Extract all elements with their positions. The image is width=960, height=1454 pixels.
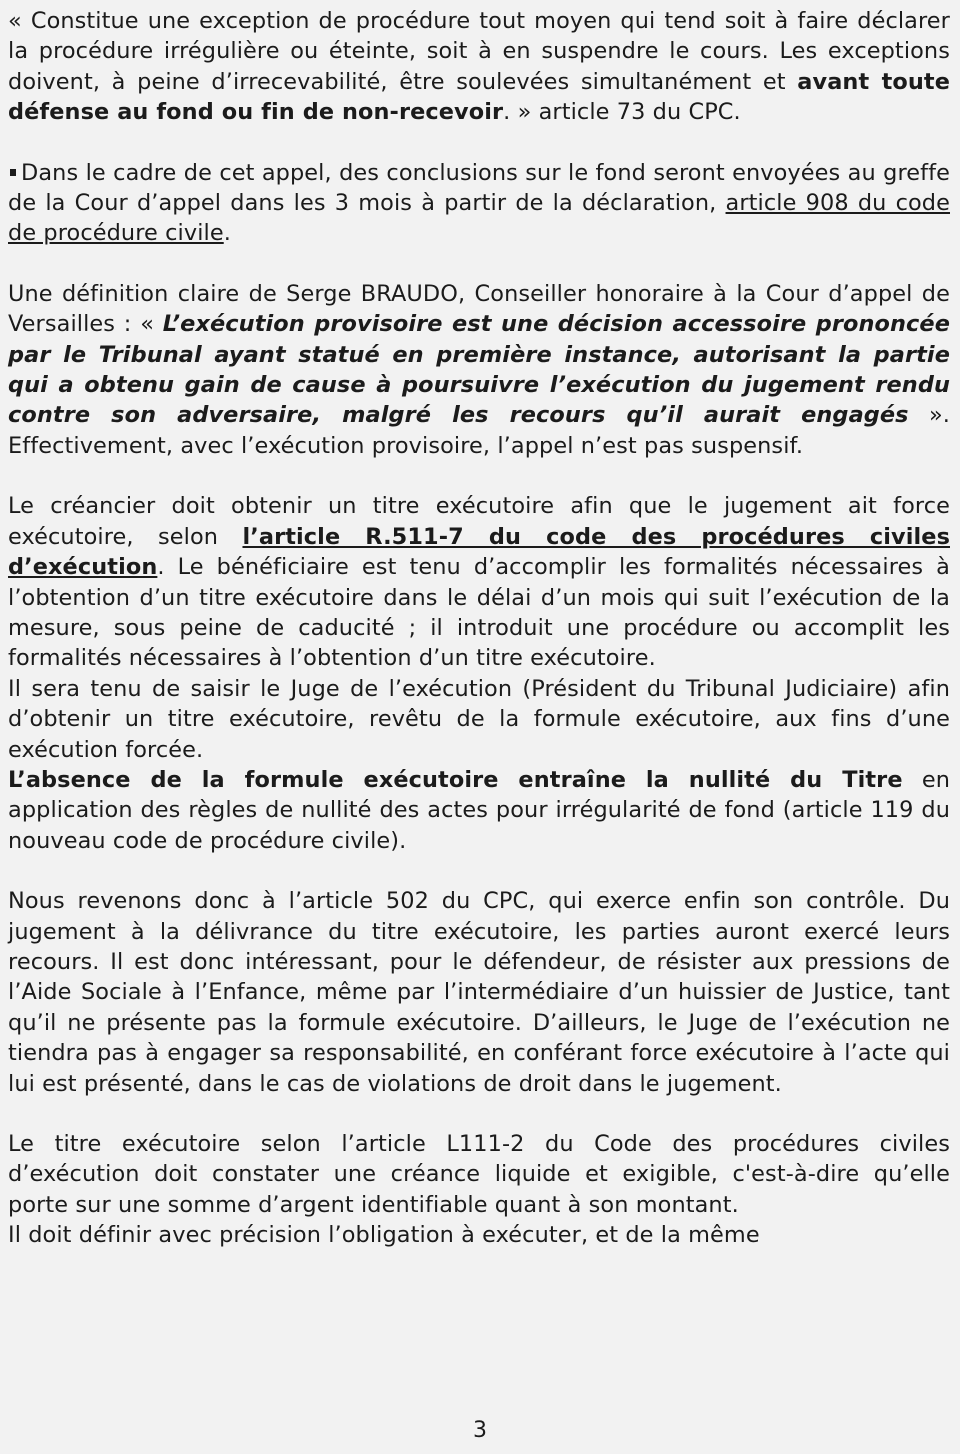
paragraph-braudo-definition bbox=[8, 279, 950, 461]
spacer bbox=[8, 856, 950, 886]
article-r511-7-link[interactable]: l’article R.511-7 du code des procédures civiles d’exécution bbox=[8, 523, 950, 581]
page-number: 3 bbox=[473, 1418, 487, 1443]
text: ». Effectivement, avec l’exécution provisoire, l’appel n’est pas suspensif. bbox=[8, 402, 950, 459]
spacer bbox=[8, 128, 950, 158]
paragraph-article-502: Nous revenons donc à l’article 502 du CPC, qui exerce enfin son contrôle. Du jugement à la délivrance du titre exécutoire, les parties auront exercé leurs recours. Il est donc intéressant, pour le défendeur, de résister aux pressions de l’Aide Sociale à l’Enfance, même par l’intermédiaire d’un huissier de Justice, tant qu’il ne présente pas la formule exécutoire. D’ailleurs, le Juge de l’exécution ne tiendra pas à engager sa responsabilité, en conférant force exécutoire à l’acte qui lui est présenté, dans le cas de violations de droit dans le jugement. bbox=[8, 888, 950, 1097]
paragraph-nullite bbox=[8, 765, 950, 856]
spacer bbox=[8, 249, 950, 279]
paragraph-juge-execution: Il sera tenu de saisir le Juge de l’exécution (Président du Tribunal Judiciaire) afin d’obtenir un titre exécutoire, revêtu de la formule exécutoire, aux fins d’une exécution forcée. bbox=[8, 675, 950, 763]
quoted-definition: L’exécution provisoire est une décision accessoire prononcée par le Tribunal ayant statué en première instance, autorisant la partie qui a obtenu gain de cause à poursuivre l’exécution du jugement rendu contre son adversaire, malgré les recours qu’il aurait engagés bbox=[8, 311, 950, 429]
paragraph-titre-executoire bbox=[8, 491, 950, 673]
text: en application des règles de nullité des actes pour irrégularité de fond (article 119 du nouveau code de procédure civile). bbox=[8, 766, 950, 854]
spacer bbox=[8, 1099, 950, 1129]
text: « Constitue une exception de procédure tout moyen qui tend soit à faire déclarer la procédure irrégulière ou éteinte, soit à en suspendre le cours. Les exceptions doivent, à peine d’irrecevabilité, être soulevées simultanément et bbox=[8, 8, 950, 95]
paragraph-article-l111-2: Le titre exécutoire selon l’article L111-2 du Code des procédures civiles d’exécution doit constater une créance liquide et exigible, c'est-à-dire qu’elle porte sur une somme d’argent identifiable quant à son montant. bbox=[8, 1131, 950, 1218]
text: Le créancier doit obtenir un titre exécutoire afin que le jugement ait force exécutoire, selon bbox=[8, 493, 950, 550]
bold-text: L’absence de la formule exécutoire entraîne la nullité du Titre bbox=[8, 766, 903, 793]
paragraph-obligation: Il doit définir avec précision l’obligation à exécuter, et de la même bbox=[8, 1222, 760, 1249]
paragraph-article-908 bbox=[8, 158, 950, 249]
text: . Le bénéficiaire est tenu d’accomplir les formalités nécessaires à l’obtention d’un titre exécutoire dans le délai d’un mois qui suit l’exécution de la mesure, sous peine de caducité ; il introduit une procédure ou accomplit les formalités nécessaires à l’obtention d’un titre exécutoire. bbox=[8, 554, 950, 672]
text: . bbox=[223, 220, 231, 247]
spacer bbox=[8, 461, 950, 491]
article-908-link[interactable]: article 908 du code de procédure civile bbox=[8, 190, 950, 247]
text: Une définition claire de Serge BRAUDO, Conseiller honoraire à la Cour d’appel de Versailles : « bbox=[8, 280, 950, 338]
bullet-icon bbox=[10, 169, 16, 176]
bold-text: avant toute défense au fond ou fin de non-recevoir bbox=[8, 68, 950, 126]
paragraph-article-73 bbox=[8, 6, 950, 128]
text: . » article 73 du CPC. bbox=[503, 99, 741, 126]
text: Dans le cadre de cet appel, des conclusions sur le fond seront envoyées au greffe de la Cour d’appel dans les 3 mois à partir de la déclaration, bbox=[8, 159, 950, 217]
